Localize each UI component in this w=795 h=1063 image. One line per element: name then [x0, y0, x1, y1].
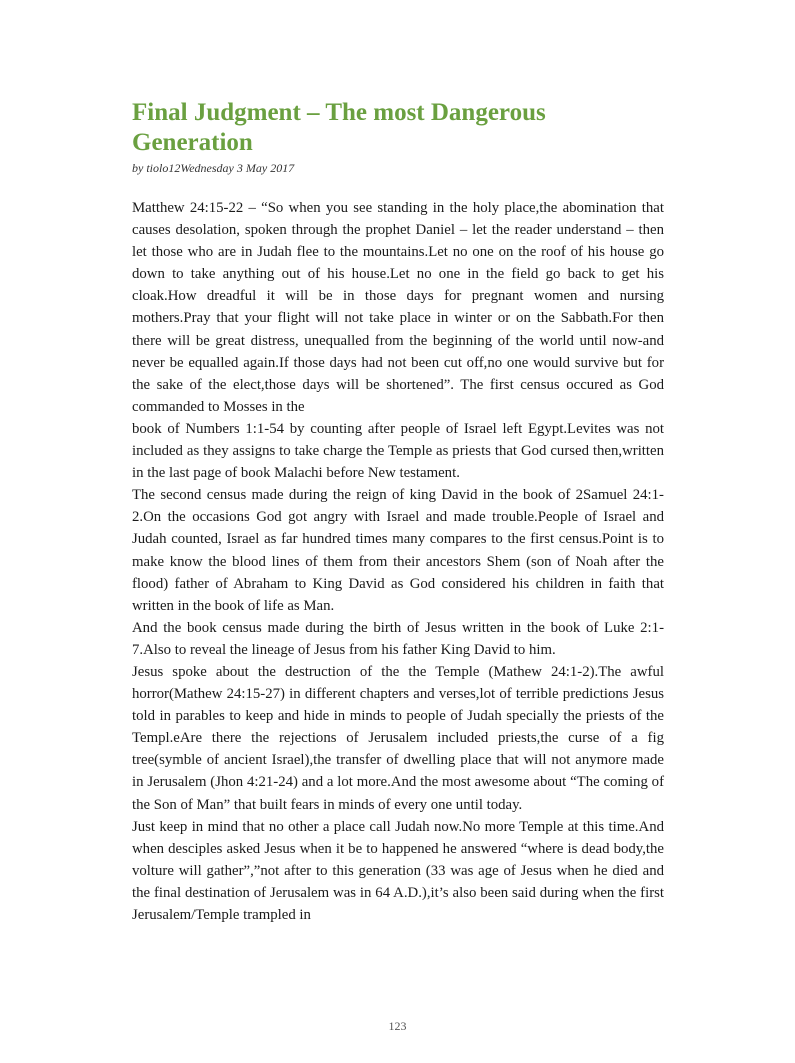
paragraph-6: Just keep in mind that no other a place call Judah now.No more Temple at this time.And when desciples asked Jesus when it be to happened he answered “where is dead body,the volture will gather”,”not after to this generation (33 was age of Jesus when he died and the final destination of Jerusalem was in 64 A.D.),it’s also been said during when the first Jerusalem/Temple trampled in [132, 818, 664, 923]
paragraph-2: book of Numbers 1:1-54 by counting after people of Israel left Egypt.Levites was not included as they assigns to take charge the Temple as priests that God cursed then,written in the last page of book Malachi before New testament. [132, 420, 664, 482]
article-body [132, 197, 664, 926]
article-byline: by tiolo12Wednesday 3 May 2017 [132, 161, 295, 175]
paragraph-1: Matthew 24:15-22 – “So when you see standing in the holy place,the abomination that causes desolation, spoken through the prophet Daniel – let the reader understand – then let those who are in Judah flee to the mountains.Let no one on the roof of his house go down to take anything out of his house.Let no one in the field go back to get his cloak.How dreadful it will be in those days for pregnant women and nursing mothers.Pray that your flight will not take place in winter or on the Sabbath.For then there will be great distress, unequalled from the beginning of the world until now-and never be equalled again.If those days had not been cut off,no one would survive but for the sake of the elect,those days will be shortened”. The first census occured as God commanded to Mosses in the [132, 200, 664, 415]
paragraph-4: And the book census made during the birth of Jesus written in the book of Luke 2:1-7.Also to reveal the lineage of Jesus from his father King David to him. [132, 619, 664, 658]
paragraph-3: The second census made during the reign of king David in the book of 2Samuel 24:1-2.On the occasions God got angry with Israel and made trouble.People of Israel and Judah counted, Israel as far hundred times many compares to the first census.Point is to make know the blood lines of them from their ancestors Shem (son of Noah after the flood) father of Abraham to King David as God considered his children in faith that written in the book of life as Man. [132, 487, 664, 614]
paragraph-5: Jesus spoke about the destruction of the the Temple (Mathew 24:1-2).The awful horror(Mathew 24:15-27) in different chapters and verses,lot of terrible predictions Jesus told in parables to keep and hide in minds to people of Judah specially the priests of the Templ.eAre there the rejections of Jerusalem included priests,the curse of a fig tree(symble of ancient Israel),the transfer of dwelling place that will not anymore made in Jerusalem (Jhon 4:21-24) and a lot more.And the most awesome about “The coming of the Son of Man” that built fears in minds of every one until today. [132, 663, 664, 813]
page-number: 123 [388, 1019, 407, 1033]
article-title: Final Judgment – The most Dangerous Generation [132, 99, 546, 156]
